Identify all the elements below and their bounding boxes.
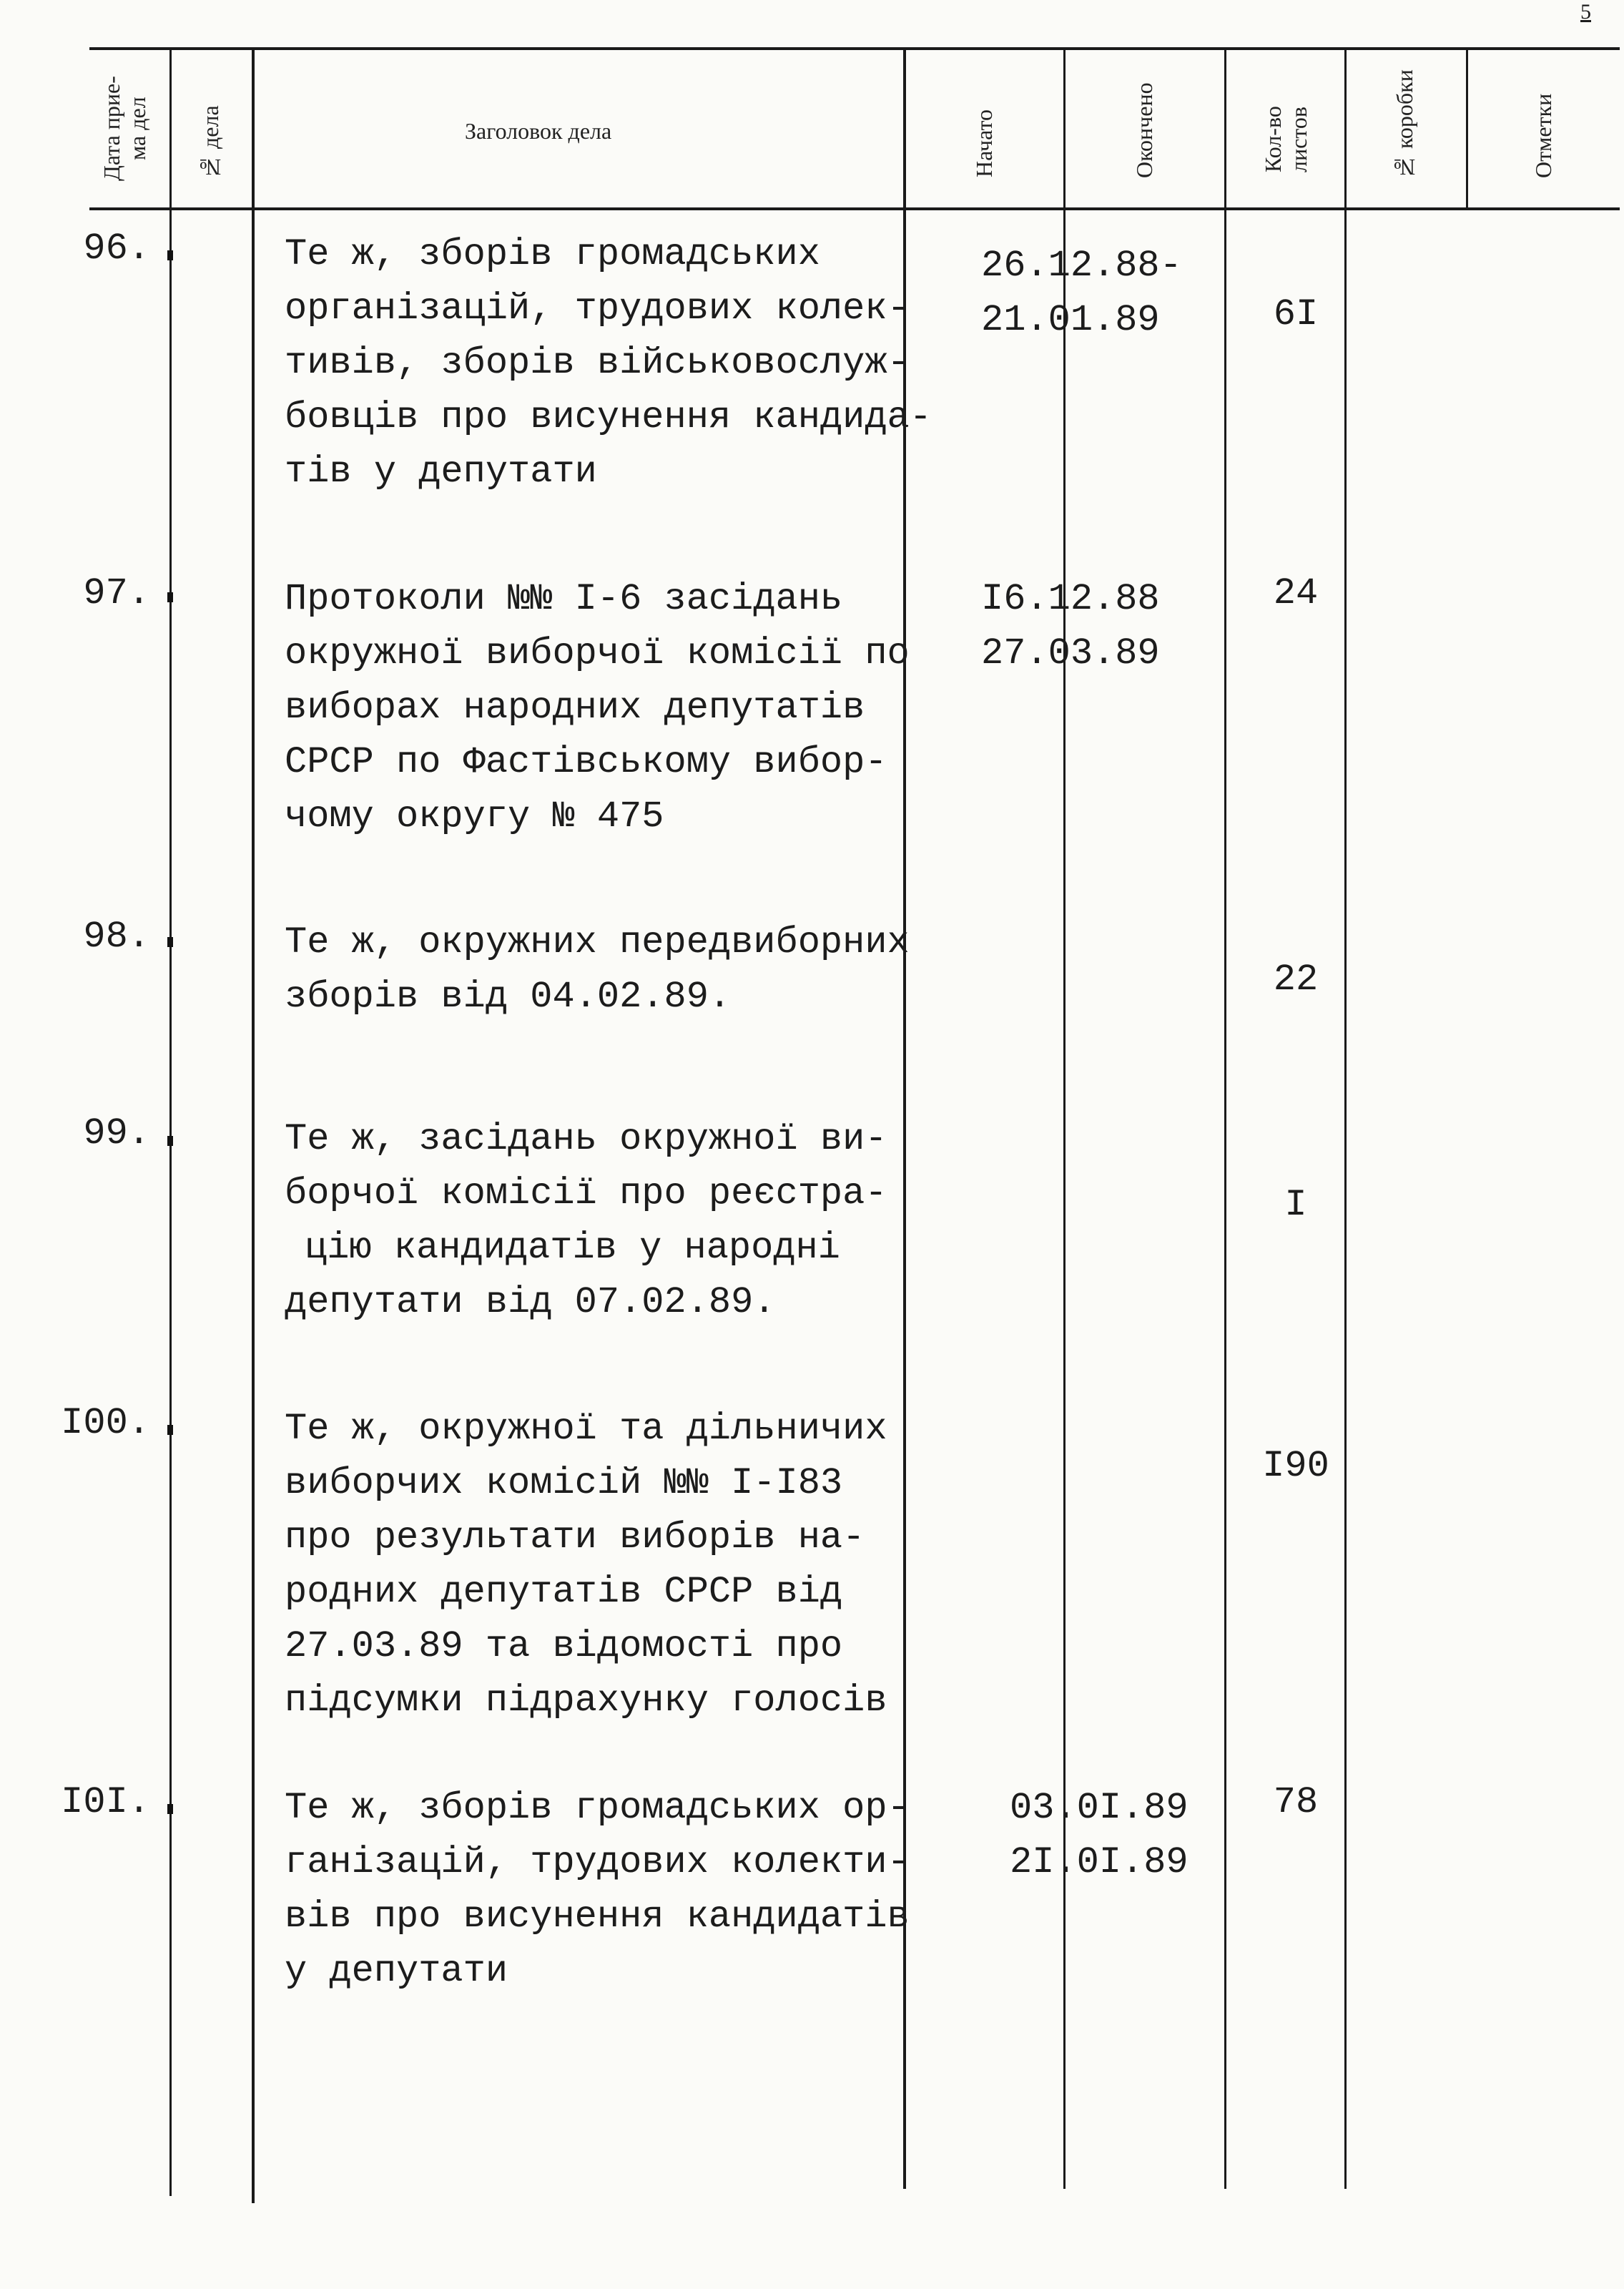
row-sheets: 22 bbox=[1273, 959, 1319, 1001]
row-sheets: 6I bbox=[1273, 293, 1319, 335]
row-title: Те ж, зборів громадських ор- ганізацій, трудових колекти- вів про висунення кандидатів у депутати bbox=[285, 1787, 910, 1992]
header-started: Начато bbox=[971, 109, 997, 177]
column-divider bbox=[1344, 50, 1347, 2189]
row-mark bbox=[167, 1425, 173, 1435]
header-date-received: Дата прие- ма дел bbox=[99, 76, 150, 182]
row-sheets: I bbox=[1284, 1184, 1307, 1226]
row-title: Протоколи №№ I-6 засідань окружної виборчої комісії по виборах народних депутатів СРСР по Фастівському вибор- чому округу № 475 bbox=[285, 578, 910, 838]
header-notes: Отметки bbox=[1530, 93, 1556, 179]
column-divider bbox=[252, 50, 255, 2203]
row-sheets: I90 bbox=[1262, 1445, 1329, 1487]
row-mark bbox=[167, 1804, 173, 1814]
row-title: Те ж, окружної та дільничих виборчих комісій №№ I-I83 про результати виборів на- родних депутатів СРСР від 27.03.89 та відомості про підсумки підрахунку голосів bbox=[285, 1408, 887, 1722]
row-mark bbox=[167, 937, 173, 947]
row-number: 98. bbox=[83, 916, 150, 958]
header-title: Заголовок дела bbox=[465, 118, 612, 144]
header-bottom-rule bbox=[89, 207, 1620, 210]
row-dates: I6.12.88 27.03.89 bbox=[981, 578, 1160, 675]
row-dates: 26.12.88- 21.01.89 bbox=[981, 245, 1182, 341]
column-divider bbox=[1466, 50, 1468, 207]
header-finished: Окончено bbox=[1131, 82, 1157, 179]
column-divider bbox=[169, 50, 172, 2196]
row-mark bbox=[167, 250, 173, 260]
header-box-number: № коробки bbox=[1392, 69, 1417, 181]
row-number: I00. bbox=[61, 1402, 150, 1444]
row-number: I0I. bbox=[61, 1781, 150, 1823]
row-title: Те ж, зборів громадських організацій, трудових колек- тивів, зборів військовослуж- бовців про висунення кандида- тів у депутати bbox=[285, 233, 932, 493]
row-sheets: 78 bbox=[1273, 1781, 1319, 1823]
row-number: 99. bbox=[83, 1112, 150, 1155]
page-number: 5 bbox=[1580, 0, 1591, 24]
header-sheets: Кол-во листов bbox=[1260, 106, 1311, 173]
table-top-rule bbox=[89, 47, 1620, 50]
row-sheets: 24 bbox=[1273, 572, 1319, 614]
row-dates: 03.0I.89 2I.0I.89 bbox=[1010, 1787, 1189, 1883]
row-title: Те ж, окружних передвиборних зборів від 04.02.89. bbox=[285, 921, 910, 1018]
row-mark bbox=[167, 592, 173, 602]
row-title: Те ж, засідань окружної ви- борчої комісії про реєстра- цію кандидатів у народні депутати від 07.02.89. bbox=[285, 1118, 887, 1323]
row-number: 96. bbox=[83, 227, 150, 270]
row-mark bbox=[167, 1136, 173, 1146]
row-number: 97. bbox=[83, 572, 150, 614]
header-case-number: № дела bbox=[197, 105, 223, 181]
